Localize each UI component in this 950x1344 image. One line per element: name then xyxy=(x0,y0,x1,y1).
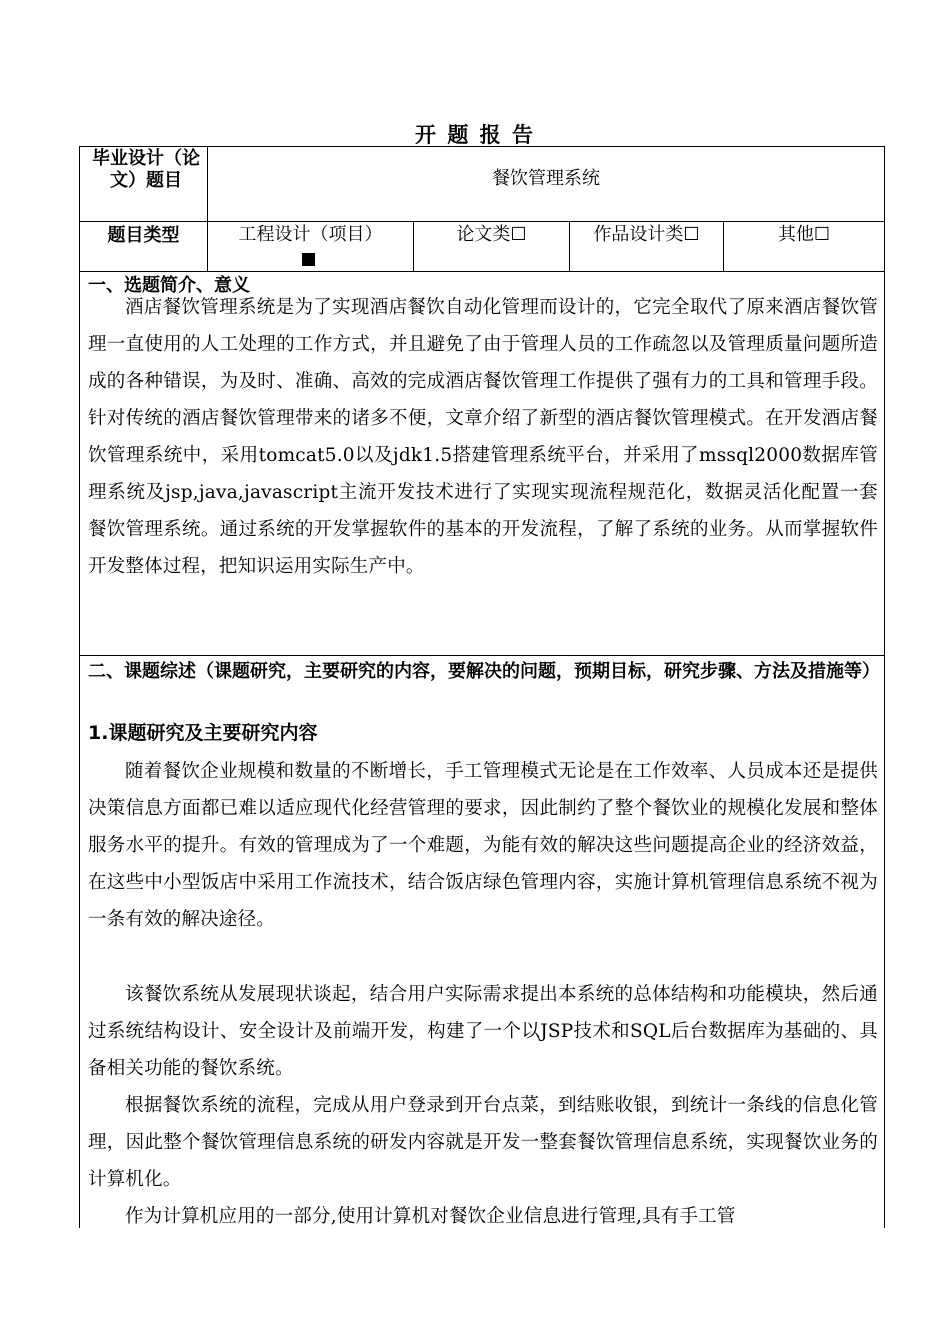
row-divider-2 xyxy=(79,271,885,272)
section2-paragraph-1: 随着餐饮企业规模和数量的不断增长，手工管理模式无论是在工作效率、人员成本还是提供决策信息方面都已难以适应现代化经营管理的要求，因此制约了整个餐饮业的规模化发展和整体服务水平的提升。有效的管理成为了一个难题，为能有效的解决这些问题提高企业的经济效益，在这些中小型饭店中采用工作流技术，结合饭店绿色管理内容，实施计算机管理信息系统不视为一条有效的解决途径。 xyxy=(88,761,878,930)
section2-heading: 二、课题综述（课题研究，主要研究的内容，要解决的问题，预期目标，研究步骤、方法及措施等） xyxy=(88,661,880,682)
type-label: 题目类型 xyxy=(107,225,180,246)
type-option-engineering[interactable] xyxy=(208,224,413,270)
section2-paragraph-4: 作为计算机应用的一部分,使用计算机对餐饮企业信息进行管理,具有手工管 xyxy=(125,1206,736,1227)
type-option-other[interactable]: 其他☐ xyxy=(777,224,831,245)
section2-paragraph-2: 该餐饮系统从发展现状谈起，结合用户实际需求提出本系统的总体结构和功能模块，然后通过系统结构设计、安全设计及前端开发，构建了一个以JSP技术和SQL后台数据库为基础的、具备相关功能的餐饮系统。 xyxy=(88,984,878,1079)
row-divider-3 xyxy=(79,655,885,656)
checked-box-icon[interactable] xyxy=(302,253,315,266)
section1-heading: 一、选题简介、意义 xyxy=(88,275,250,296)
type-option-work[interactable]: 作品设计类☐ xyxy=(593,224,700,245)
page-title: 开 题 报 告 xyxy=(415,123,535,147)
type-option-paper[interactable]: 论文类☐ xyxy=(456,224,527,245)
section2-paragraph-3: 根据餐饮系统的流程，完成从用户登录到开台点菜，到结账收银，到统计一条线的信息化管理，因此整个餐饮管理信息系统的研发内容就是开发一整套餐饮管理信息系统，实现餐饮业务的计算机化。 xyxy=(88,1095,878,1190)
row-divider-1 xyxy=(79,221,885,222)
topic-value: 餐饮管理系统 xyxy=(492,168,600,189)
topic-label: 毕业设计（论文）题目 xyxy=(92,148,200,191)
section1-paragraph: 酒店餐饮管理系统是为了实现酒店餐饮自动化管理而设计的，它完全取代了原来酒店餐饮管理一直使用的人工处理的工作方式，并且避免了由于管理人员的工作疏忽以及管理质量问题所造成的各种错误，为及时、准确、高效的完成酒店餐饮管理工作提供了强有力的工具和管理手段。针对传统的酒店餐饮管理带来的诸多不便，文章介绍了新型的酒店餐饮管理模式。在开发酒店餐饮管理系统中，采用tomcat5.0以及jdk1.5搭建管理系统平台，并采用了mssql2000数据库管理系统及jsp,java,javascript主流开发技术进行了实现实现流程规范化，数据灵活化配置一套餐饮管理系统。通过系统的开发掌握软件的基本的开发流程，了解了系统的业务。从而掌握软件开发整体过程，把知识运用实际生产中。 xyxy=(88,297,878,577)
type-option-engineering-label: 工程设计（项目） xyxy=(238,224,383,245)
section2-subheading: 1.课题研究及主要研究内容 xyxy=(88,722,318,744)
